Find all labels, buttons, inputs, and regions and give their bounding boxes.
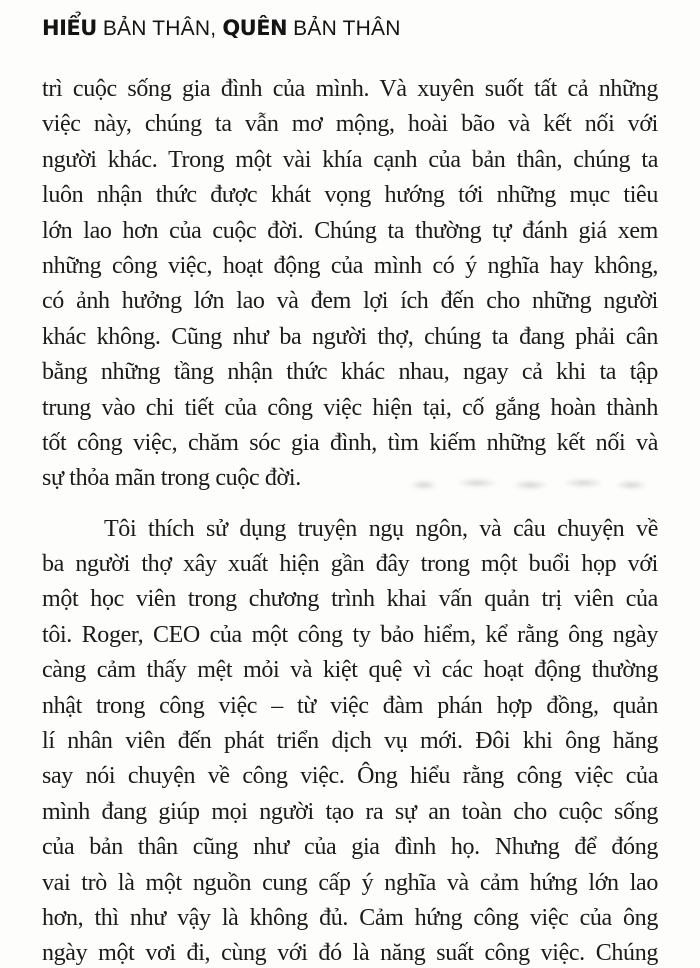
running-header-emphasis: QUÊN	[222, 16, 288, 40]
text-line: trung vào chi tiết của công việc hiện tại, cố gắng hoàn thành	[42, 394, 658, 421]
text-line: vai trò là một nguồn cung cấp ý nghĩa và cảm hứng lớn lao	[42, 869, 658, 896]
text-line: càng cảm thấy mệt mỏi và kiệt quệ vì các hoạt động thường	[42, 657, 658, 684]
text-line: một học viên trong chương trình khai vấn quản trị viên của	[42, 586, 658, 613]
running-header-text: BẢN THÂN	[287, 17, 401, 40]
text-line: sự thỏa mãn trong cuộc đời.	[42, 465, 301, 492]
text-line: nhật trong công việc – từ việc đàm phán hợp đồng, quản	[42, 692, 658, 719]
text-line: lí nhân viên đến phát triển dịch vụ mới. Đôi khi ông hăng	[42, 728, 658, 755]
text-line: những công việc, hoạt động của mình có ý nghĩa hay không,	[42, 252, 658, 279]
running-header	[42, 16, 658, 41]
text-line: trì cuộc sống gia đình của mình. Và xuyên suốt tất cả những	[42, 76, 658, 102]
text-line: Tôi thích sử dụng truyện ngụ ngôn, và câu chuyện về	[104, 515, 658, 542]
text-line: tốt công việc, chăm sóc gia đình, tìm kiếm những kết nối và	[42, 429, 658, 456]
body-text	[42, 72, 658, 968]
text-line: bằng những tầng nhận thức khác nhau, ngay cả khi ta tập	[42, 359, 658, 386]
text-line: mình đang giúp mọi người tạo ra sự an toàn cho cuộc sống	[42, 798, 658, 825]
paragraph	[42, 512, 658, 968]
text-line: người khác. Trong một vài khía cạnh của bản thân, chúng ta	[42, 146, 658, 173]
text-line: khác không. Cũng như ba người thợ, chúng ta đang phải cân	[42, 323, 658, 350]
running-header-text: BẢN THÂN,	[96, 17, 223, 40]
text-line: việc này, chúng ta vẫn mơ mộng, hoài bão và kết nối với	[42, 111, 658, 138]
text-line: say nói chuyện về công việc. Ông hiểu rằng công việc của	[42, 763, 658, 790]
text-line: có ảnh hưởng lớn lao và đem lợi ích đến cho những người	[42, 288, 658, 315]
text-line: ngày một vơi đi, cùng với đó là năng suất công việc. Chúng	[42, 940, 658, 967]
text-line: lớn lao hơn của cuộc đời. Chúng ta thường tự đánh giá xem	[42, 217, 658, 244]
paragraph	[42, 72, 658, 497]
text-line: luôn nhận thức được khát vọng hướng tới những mục tiêu	[42, 182, 658, 209]
text-line: tôi. Roger, CEO của một công ty bảo hiểm, kể rằng ông ngày	[42, 621, 658, 648]
text-line: của bản thân cũng như của gia đình họ. Nhưng để đóng	[42, 834, 658, 861]
text-line: hơn, thì như vậy là không đủ. Cảm hứng công việc của ông	[42, 904, 658, 931]
running-header-emphasis: HIỂU	[42, 16, 97, 40]
text-line: ba người thợ xây xuất hiện gần đây trong một buổi họp với	[42, 551, 658, 578]
